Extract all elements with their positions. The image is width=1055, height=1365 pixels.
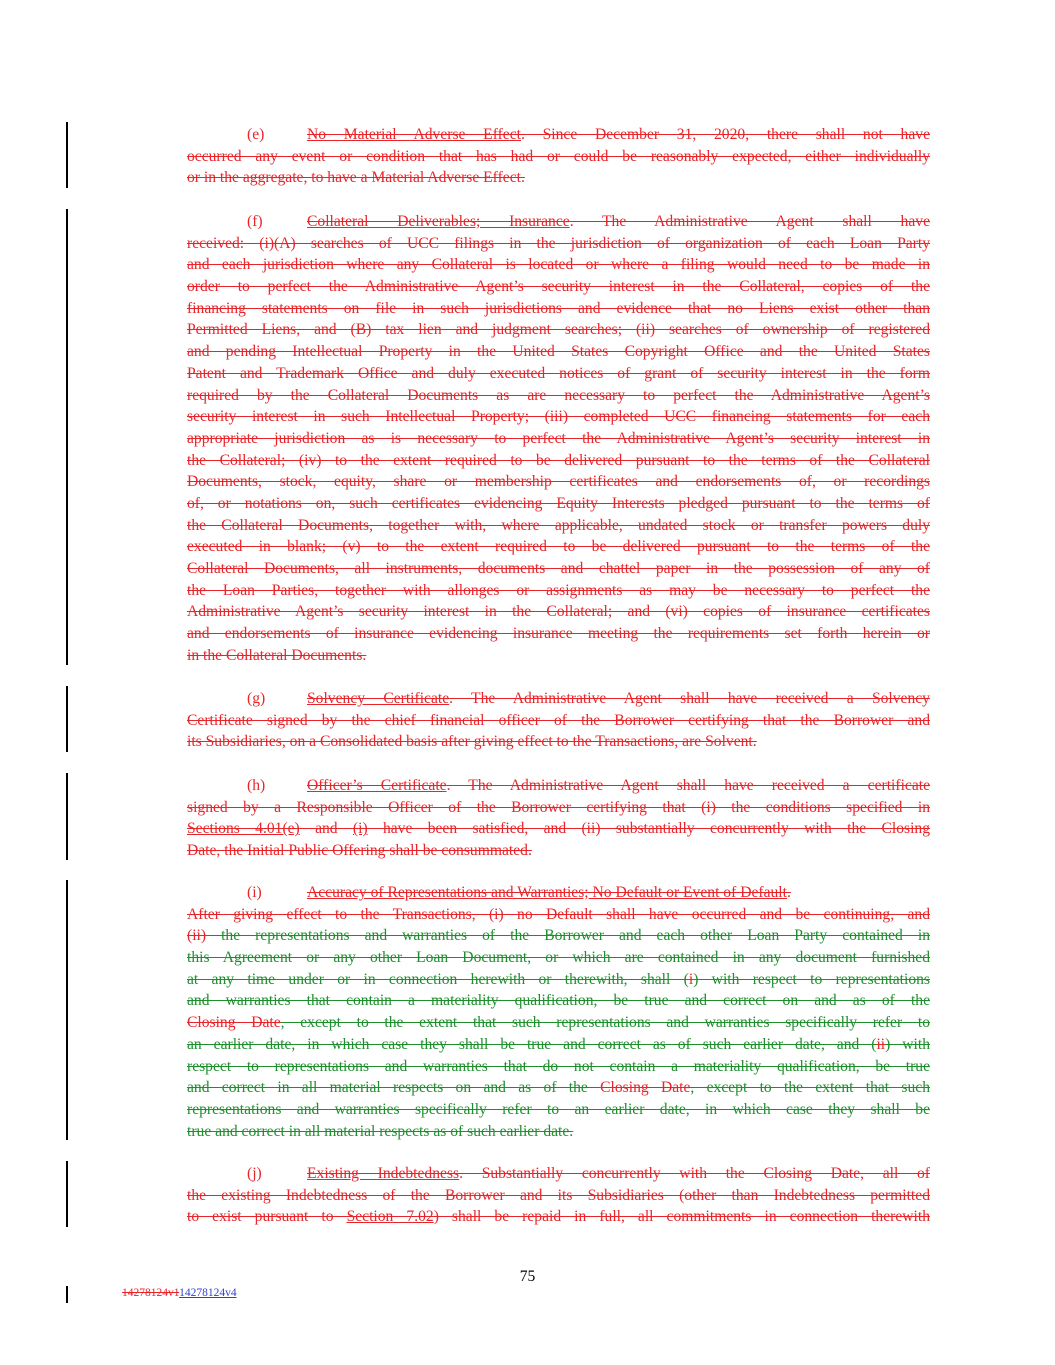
change-bar: [66, 122, 68, 188]
page-number: 75: [519, 1268, 536, 1285]
section-f: (f) Collateral Deliverables; Insurance. The Administrative Agent shall have received: (i)(A) searches of UCC filings in the jurisdiction of organization of each Loan Party and each jurisdiction where any Collateral is located or where a filing would need to be made in order to perfect the Administrative Agent’s security interest in the Collateral, copies of the financing statements on file in such jurisdictions and evidence that no Liens exist other than Permitted Liens, and (B) tax lien and judgment searches; (ii) searches of ownership of registered and pending Intellectual Property in the United States Copyright Office and the United States Patent and Trademark Office and duly executed notices of grant of security interest in the form required by the Collateral Documents as are necessary to perfect the Administrative Agent’s security interest in such Intellectual Property; (iii) completed UCC financing statements for each appropriate jurisdiction as is necessary to perfect the Administrative Agent’s security interest in the Collateral; (iv) to the extent required to be delivered pursuant to the terms of the Collateral Documents, stock, equity, share or membership certificates and endorsements of, or recordings of, or notations on, such certificates evidencing Equity Interests pledged pursuant to the terms of the Collateral Documents, together with, where applicable, undated stock or transfer powers duly executed in blank; (v) to the extent required to be delivered pursuant to the terms of the Collateral Documents, all instruments, documents and chattel paper in the possession of any of the Loan Parties, together with allonges or assignments as may be necessary to perfect the Administrative Agent’s security interest in the Collateral; and (vi) copies of insurance certificates and endorsements of insurance evidencing insurance meeting the requirements set forth herein or in the Collateral Documents.: [187, 213, 930, 664]
section-label: (h): [247, 777, 266, 794]
section-label: (e): [247, 126, 265, 143]
deleted-document-id: 14278124v1: [122, 1287, 180, 1299]
section-i: (i) Accuracy of Representations and Warranties; No Default or Event of Default. After giving effect to the Transactions, (i) no Default shall have occurred and be continuing, and (ii) the representations and warranties of the Borrower and each other Loan Party contained in this Agreement or any other Loan Document, or which are contained in any document furnished at any time under or in connection herewith or therewith, shall (i) with respect to representations and warranties that contain a materiality qualification, be true and correct on and as of the Closing Date, except to the extent that such representations and warranties specifically refer to an earlier date, in which case they shall be true and correct as of such earlier date, and (ii) with respect to representations and warranties that do not contain a materiality qualification, be true and correct in all material respects on and as of the Closing Date, except to the extent that such representations and warranties specifically refer to an earlier date, in which case they shall be true and correct in all material respects as of such earlier date.: [187, 884, 930, 1140]
section-h: (h) Officer’s Certificate. The Administrative Agent shall have received a certificate signed by a Responsible Officer of the Borrower certifying that (i) the conditions specified in Sections 4.01(e) and (i) have been satisfied, and (ii) substantially concurrently with the Closing Date, the Initial Public Offering shall be consummated.: [187, 777, 930, 860]
section-g: (g) Solvency Certificate. The Administrative Agent shall have received a Solvency Certificate signed by the chief financial officer of the Borrower certifying that the Borrower and its Subsidiaries, on a Consolidated basis after giving effect to the Transactions, are Solvent.: [187, 690, 930, 751]
section-j: (j) Existing Indebtedness. Substantially concurrently with the Closing Date, all of the existing Indebtedness of the Borrower and its Subsidiaries (other than Indebtedness permitted to exist pursuant to Section 7.02) shall be repaid in full, all commitments in connection therewith: [187, 1165, 930, 1226]
section-label: (f): [247, 213, 263, 230]
document-id-footer: [122, 1287, 237, 1299]
change-bar: [66, 209, 68, 665]
change-bar: [66, 1161, 68, 1227]
section-heading: Accuracy of Representations and Warranties; No Default or Event of Default: [307, 884, 787, 901]
change-bar: [66, 880, 68, 1140]
change-bar: [66, 773, 68, 860]
section-e: (e) No Material Adverse Effect. Since December 31, 2020, there shall not have occurred any event or condition that has had or could be reasonably expected, either individually or in the aggregate, to have a Material Adverse Effect.: [187, 126, 930, 187]
section-heading: No Material Adverse Effect: [307, 126, 521, 143]
cross-reference-link: Section 7.02: [346, 1208, 434, 1226]
cross-reference-link: (i): [352, 820, 368, 838]
section-label: (j): [247, 1165, 262, 1182]
section-heading: Solvency Certificate: [307, 690, 450, 707]
change-bar: [66, 686, 68, 752]
cross-reference-link: Sections 4.01(e): [187, 820, 300, 838]
section-heading: Existing Indebtedness: [307, 1165, 460, 1182]
section-label: (i): [247, 884, 262, 901]
section-heading: Collateral Deliverables; Insurance: [307, 213, 570, 230]
inserted-document-id: 14278124v4: [179, 1287, 237, 1299]
section-heading: Officer’s Certificate: [307, 777, 447, 794]
section-label: (g): [247, 690, 266, 707]
change-bar: [66, 1286, 68, 1303]
